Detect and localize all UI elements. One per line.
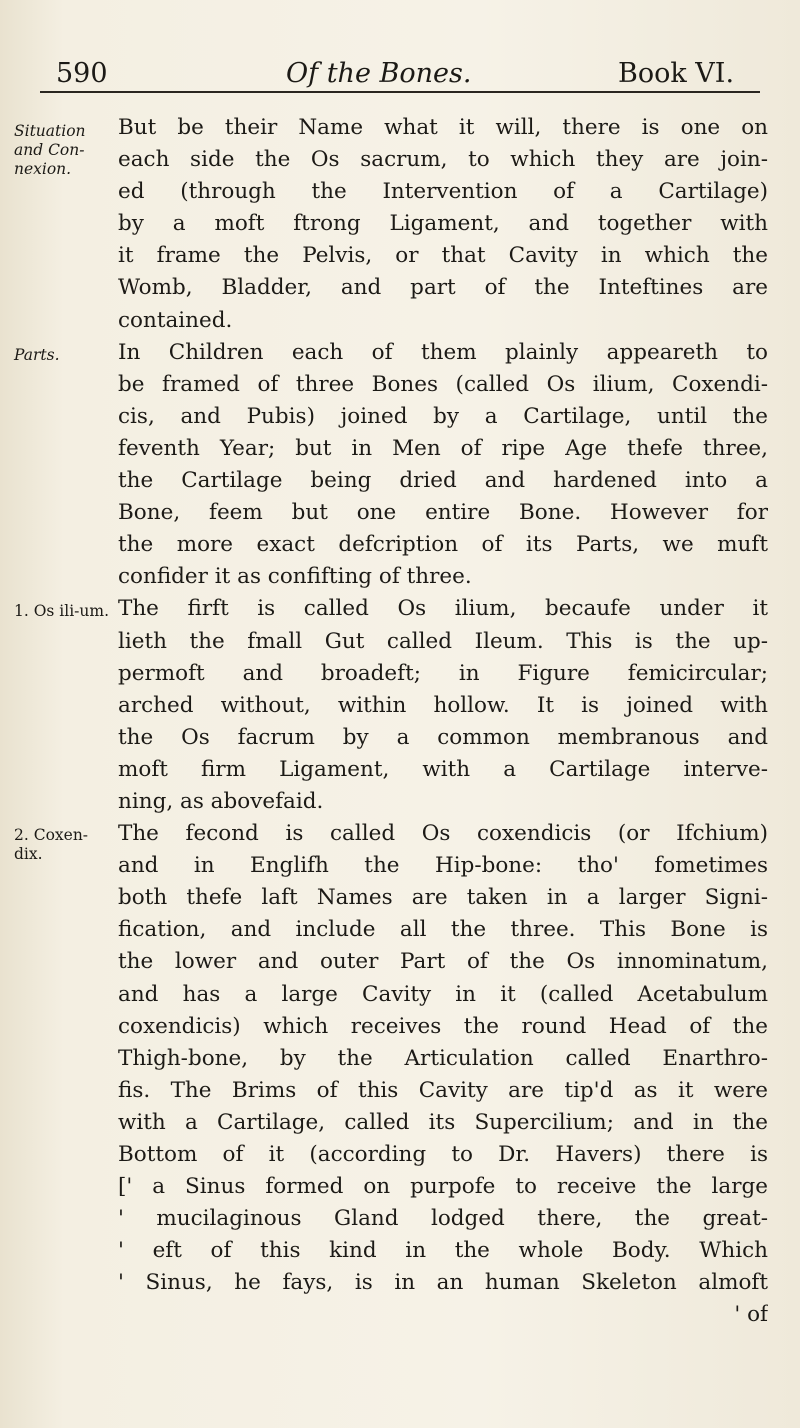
text-line: each side the Os sacrum, to which they are join- (118, 147, 768, 173)
margin-note-situation: Situation and Con-nexion. (14, 122, 86, 178)
text-line: by a moft ftrong Ligament, and together with (118, 211, 768, 237)
margin-note-parts: Parts. (14, 346, 60, 364)
text-line: Womb, Bladder, and part of the Inteftines are (118, 275, 768, 301)
text-line: Thigh-bone, by the Articulation called Enarthro- (118, 1045, 768, 1071)
text-line: confider it as confifting of three. (118, 564, 472, 590)
text-line: feventh Year; but in Men of ripe Age thefe three, (118, 435, 768, 461)
running-header (40, 48, 760, 88)
text-line: it frame the Pelvis, or that Cavity in which the (118, 243, 768, 269)
text-line: ed (through the Intervention of a Cartilage) (118, 179, 768, 205)
text-line: ' mucilaginous Gland lodged there, the great- (118, 1206, 768, 1232)
running-title: Of the Bones. (286, 58, 472, 89)
text-line: the more exact defcription of its Parts, we muft (118, 532, 768, 558)
text-line: the Os facrum by a common membranous and (118, 724, 768, 750)
book-label: Book VI. (618, 58, 735, 89)
text-line: In Children each of them plainly appeareth to (118, 339, 768, 365)
text-line: with a Cartilage, called its Supercilium; and in the (118, 1109, 768, 1135)
text-line: ' Sinus, he fays, is in an human Skeleton almoft (118, 1270, 768, 1296)
text-line: both thefe laft Names are taken in a larger Signi- (118, 885, 768, 911)
text-line: fication, and include all the three. This Bone is (118, 917, 768, 943)
text-line: contained. (118, 307, 233, 333)
text-line: the Cartilage being dried and hardened into a (118, 468, 768, 494)
catchword: ' of (734, 1302, 768, 1328)
margin-note-coxendix: 2. Coxen-dix. (14, 826, 89, 863)
margin-note-os-ilium: 1. Os ili-um. (14, 602, 110, 620)
text-line: The firft is called Os ilium, becaufe under it (118, 596, 768, 622)
text-line: fis. The Brims of this Cavity are tip'd as it were (118, 1077, 768, 1103)
text-line: arched without, within hollow. It is joined with (118, 692, 768, 718)
text-line: be framed of three Bones (called Os ilium, Coxendi- (118, 371, 768, 397)
text-line: ning, as abovefaid. (118, 788, 324, 814)
header-rule (40, 91, 760, 93)
text-line: Bone, feem but one entire Bone. However for (118, 500, 768, 526)
text-line: [' a Sinus formed on purpofe to receive the large (118, 1174, 768, 1200)
text-line: and in Englifh the Hip-bone: tho' fometimes (118, 853, 768, 879)
text-line: cis, and Pubis) joined by a Cartilage, until the (118, 403, 768, 429)
text-line: moft firm Ligament, with a Cartilage interve- (118, 756, 768, 782)
body-text (118, 112, 768, 1332)
text-line: the lower and outer Part of the Os innominatum, (118, 949, 768, 975)
text-line: lieth the fmall Gut called Ileum. This is the up- (118, 628, 768, 654)
text-line: permoft and broadeft; in Figure femicircular; (118, 660, 768, 686)
page-number: 590 (56, 58, 108, 89)
text-line: Bottom of it (according to Dr. Havers) there is (118, 1142, 768, 1167)
text-line: and has a large Cavity in it (called Acetabulum (118, 981, 768, 1007)
text-line: But be their Name what it will, there is one on (118, 115, 768, 140)
text-line: The fecond is called Os coxendicis (or Ifchium) (118, 821, 768, 847)
text-line: ' eft of this kind in the whole Body. Which (118, 1238, 768, 1264)
text-line: coxendicis) which receives the round Head of the (118, 1013, 768, 1039)
